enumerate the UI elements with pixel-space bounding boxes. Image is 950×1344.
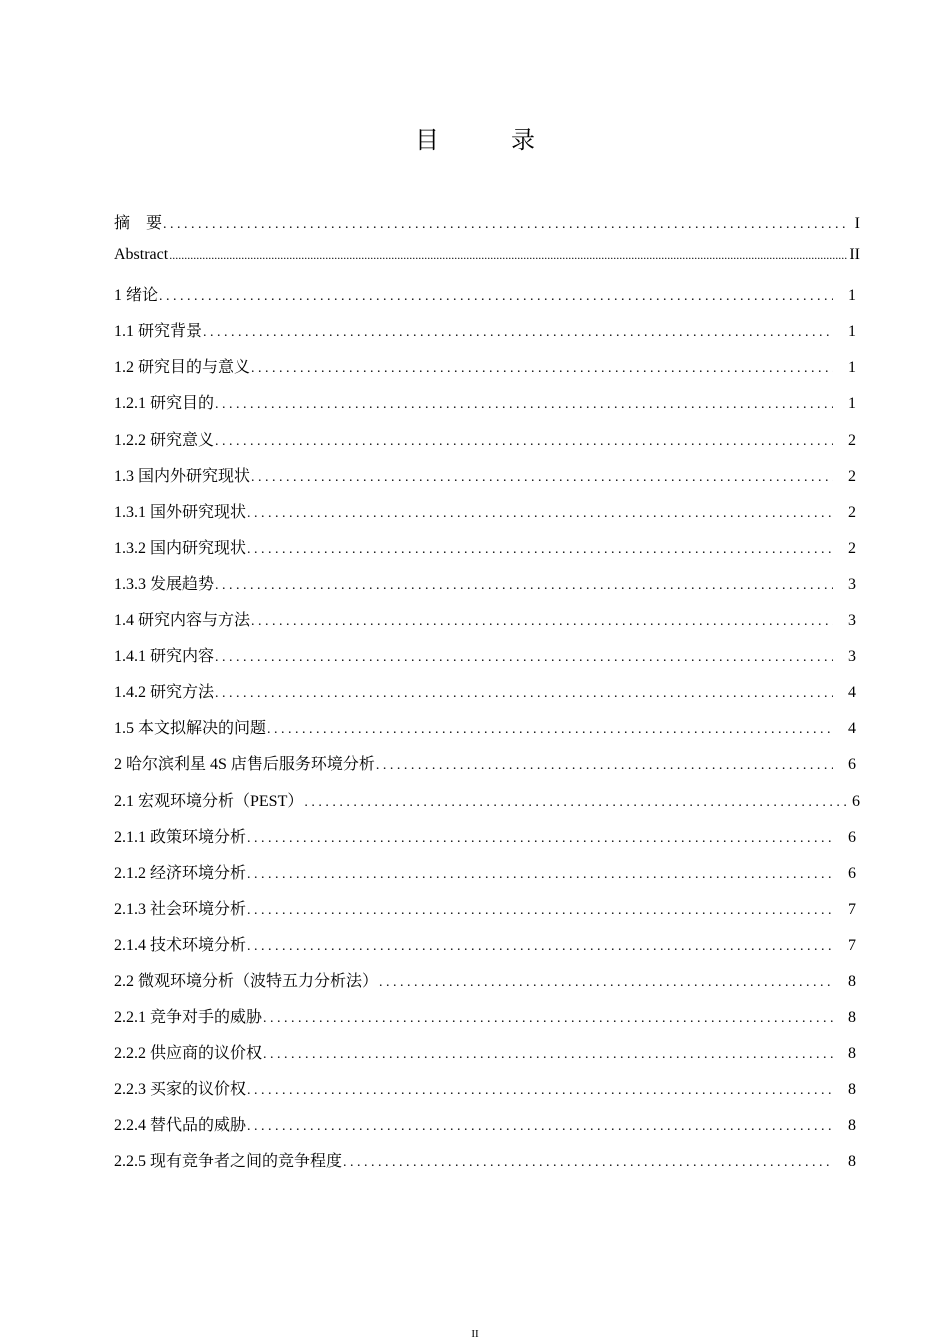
- toc-leader-dots: [247, 831, 833, 847]
- toc-entry[interactable]: [114, 354, 860, 390]
- toc-entry[interactable]: [114, 860, 860, 896]
- toc-leader-dots: [215, 434, 833, 450]
- toc-entry[interactable]: [114, 932, 860, 968]
- toc-entry-page: 3: [848, 612, 856, 630]
- toc-entry-page: 2: [848, 467, 856, 485]
- toc-leader-dots: [263, 1011, 833, 1027]
- toc-leader-dots: [247, 867, 833, 883]
- toc-leader-dots: [251, 614, 833, 630]
- toc-entry-page: 6: [852, 792, 860, 810]
- toc-entry-page: 1: [848, 395, 856, 413]
- toc-entry[interactable]: [114, 427, 860, 463]
- toc-entry[interactable]: [114, 896, 860, 932]
- toc-entry-page: 8: [848, 972, 856, 990]
- toc-entry-page: 7: [848, 900, 856, 918]
- toc-entry-page: I: [854, 215, 860, 232]
- toc-entry-title: 2.1.3 社会环境分析: [114, 900, 247, 918]
- toc-entry-page: 2: [848, 539, 856, 557]
- toc-entry[interactable]: [114, 318, 860, 354]
- toc-entry-title: 2.1 宏观环境分析（PEST）: [114, 792, 304, 810]
- toc-entry-page: 6: [848, 864, 856, 882]
- page-title: 目 录: [415, 128, 559, 154]
- toc-entry[interactable]: [114, 463, 860, 499]
- toc-entry-page: 8: [848, 1009, 856, 1027]
- toc-entry-title: 1.3 国内外研究现状: [114, 467, 251, 485]
- toc-entry-title: 2 哈尔滨利星 4S 店售后服务环境分析: [114, 756, 375, 774]
- toc-leader-dots: [343, 1155, 833, 1171]
- toc-leader-dots: [159, 289, 833, 305]
- toc-entry-title: 1.5 本文拟解决的问题: [114, 720, 267, 738]
- toc-entry[interactable]: [114, 751, 860, 787]
- toc-entry-page: 1: [848, 359, 856, 377]
- toc-entry[interactable]: [114, 499, 860, 535]
- toc-entry-title: 2.1.1 政策环境分析: [114, 828, 247, 846]
- toc-entry[interactable]: [114, 535, 860, 571]
- toc-entry[interactable]: [114, 824, 860, 860]
- toc-entry-title: 2.2.1 竞争对手的威胁: [114, 1009, 263, 1027]
- page-number: II: [471, 1328, 479, 1340]
- toc-entry-page: 4: [848, 684, 856, 702]
- toc-entry-page: 7: [848, 936, 856, 954]
- toc-entry[interactable]: [114, 788, 860, 824]
- toc-entry-page: 3: [848, 648, 856, 666]
- toc-entry[interactable]: [114, 1004, 860, 1040]
- toc-leader-dots: [304, 795, 849, 811]
- toc-entry-abstract-en[interactable]: [114, 246, 860, 282]
- toc-entry[interactable]: [114, 715, 860, 751]
- toc-entry-title: 1 绪论: [114, 287, 159, 305]
- toc-entry-title: 2.1.2 经济环境分析: [114, 864, 247, 882]
- toc-entry-page: 2: [848, 503, 856, 521]
- toc-entry-title: 2.2.4 替代品的威胁: [114, 1117, 247, 1135]
- toc-entry-page: 3: [848, 575, 856, 593]
- toc-entry[interactable]: [114, 968, 860, 1004]
- toc-entry-title: 1.4.1 研究内容: [114, 648, 215, 666]
- toc-leader-dots: [215, 686, 833, 702]
- toc-leader-dots: [251, 361, 833, 377]
- toc-entry-title: 摘 要: [114, 215, 163, 232]
- toc-leader-dots: [251, 470, 833, 486]
- toc-leader-dots: [376, 758, 833, 774]
- toc-entry-page: 8: [848, 1081, 856, 1099]
- toc-entry-title: 1.3.2 国内研究现状: [114, 539, 247, 557]
- toc-entry-title: 1.4.2 研究方法: [114, 684, 215, 702]
- toc-entry-title: 2.2.3 买家的议价权: [114, 1081, 247, 1099]
- toc-entry-title: 1.4 研究内容与方法: [114, 612, 251, 630]
- toc-entry-title: Abstract: [114, 246, 169, 264]
- toc-leader-dots: [247, 903, 833, 919]
- toc-entry[interactable]: [114, 643, 860, 679]
- toc-entry-title: 1.3.3 发展趋势: [114, 575, 215, 593]
- toc-entry-title: 1.3.1 国外研究现状: [114, 503, 247, 521]
- toc-leader-dots: [267, 722, 833, 738]
- toc-entry-page: 6: [848, 828, 856, 846]
- toc-entry-page: 1: [848, 323, 856, 341]
- toc-entry[interactable]: [114, 571, 860, 607]
- toc-leader-dots: [247, 939, 833, 955]
- toc-entry-title: 1.1 研究背景: [114, 323, 203, 341]
- toc-entry-title: 1.2 研究目的与意义: [114, 359, 251, 377]
- toc-entry-title: 1.2.1 研究目的: [114, 395, 215, 413]
- table-of-contents: [114, 210, 860, 1185]
- toc-entry-page: 8: [848, 1153, 856, 1171]
- toc-entry-page: 8: [848, 1117, 856, 1135]
- toc-entry-page: 4: [848, 720, 856, 738]
- toc-leader-dots: [215, 578, 833, 594]
- toc-leader-dots: [247, 542, 833, 558]
- toc-entry-page: 2: [848, 431, 856, 449]
- toc-entry-title: 2.1.4 技术环境分析: [114, 936, 247, 954]
- toc-leader-dots: [215, 397, 833, 413]
- toc-entry-page: 1: [848, 287, 856, 305]
- toc-entry-title: 2.2 微观环境分析（波特五力分析法）: [114, 972, 379, 990]
- toc-leader-dots: [247, 1119, 833, 1135]
- toc-entry-title: 1.2.2 研究意义: [114, 431, 215, 449]
- toc-entry-page: 6: [848, 756, 856, 774]
- toc-entry[interactable]: [114, 1112, 860, 1148]
- toc-leader-dots: [247, 1083, 833, 1099]
- toc-entry-title: 2.2.2 供应商的议价权: [114, 1045, 263, 1063]
- toc-entry-abstract-cn[interactable]: [114, 210, 860, 246]
- toc-leader-dots: [203, 325, 833, 341]
- toc-entry-title: 2.2.5 现有竞争者之间的竞争程度: [114, 1153, 343, 1171]
- toc-entry[interactable]: [114, 1040, 860, 1076]
- toc-entry[interactable]: [114, 607, 860, 643]
- toc-leader-dots: [163, 217, 849, 233]
- toc-entry-page: II: [849, 246, 860, 264]
- toc-entry[interactable]: [114, 282, 860, 318]
- toc-leader-dots: [263, 1047, 833, 1063]
- toc-leader-dots: [247, 506, 833, 522]
- toc-entry[interactable]: [114, 679, 860, 715]
- toc-leader-dots: [169, 248, 848, 264]
- toc-leader-dots: [215, 650, 833, 666]
- toc-entry[interactable]: [114, 1076, 860, 1112]
- toc-entry[interactable]: [114, 1148, 860, 1184]
- toc-leader-dots: [379, 975, 833, 991]
- toc-entry[interactable]: [114, 390, 860, 426]
- toc-entry-page: 8: [848, 1045, 856, 1063]
